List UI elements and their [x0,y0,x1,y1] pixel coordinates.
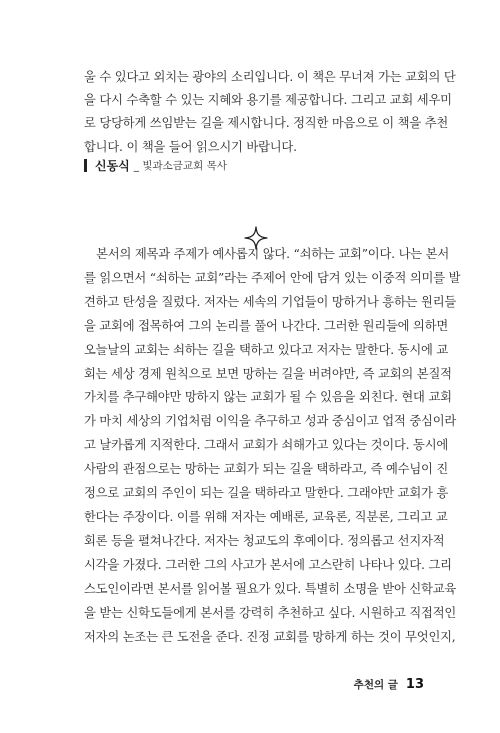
text-line: 견하고 탄성을 질렀다. 저자는 세속의 기업들이 망하거나 흥하는 원리들 [84,294,457,309]
text-line: 시각을 가졌다. 그러한 그의 사고가 본서에 고스란히 나타나 있다. 그리 [84,557,452,572]
text-line: 오늘날의 교회는 쇠하는 길을 택하고 있다고 저자는 말한다. 동시에 교 [84,342,449,357]
text-line: 을 교회에 접목하여 그의 논리를 풀어 나간다. 그러한 원리들에 의하면 [84,318,449,333]
running-footer-title: 추천의 글 [353,679,398,691]
signature-role: _ 빛과소금교회 목사 [133,159,227,172]
text-line: 저자의 논조는 큰 도전을 준다. 진정 교회를 망하게 하는 것이 무엇인지, [84,629,456,644]
text-line: 을 다시 수축할 수 있는 지혜와 용기를 제공합니다. 그리고 교회 세우미 [84,93,452,108]
page-footer [354,677,424,692]
text-line: 회는 세상 경제 원칙으로 보면 망하는 길을 버려야만, 즉 교회의 본질적 [84,366,452,381]
recommendation-paragraph-top [84,66,456,159]
text-line: 을 받는 신학도들에게 본서를 강력히 추천하고 싶다. 시원하고 직접적인 [84,605,457,620]
text-line: 가치를 추구해야만 망하지 않는 교회가 될 수 있음을 외친다. 현대 교회 [84,390,452,405]
text-line: 합니다. 이 책을 들어 읽으시기 바랍니다. [84,139,297,154]
text-line: 고 날카롭게 지적한다. 그래서 교회가 쇠해가고 있다는 것이다. 동시에 [84,438,449,453]
recommendation-paragraph-body [84,243,461,649]
text-line: 정으로 교회의 주인이 되는 길을 택하라고 말한다. 그래야만 교회가 흥 [84,486,449,501]
text-line: 본서의 제목과 주제가 예사롭지 않다. “쇠하는 교회”이다. 나는 본서 [84,247,450,261]
signature-bar [84,159,87,172]
page-number: 13 [405,677,424,692]
author-signature [84,157,227,173]
signature-name: 신동식 [95,158,130,173]
text-line: 회론 등을 펼쳐나간다. 저자는 청교도의 후예이다. 정의롭고 선지자적 [84,533,445,548]
text-line: 로 당당하게 쓰임받는 길을 제시합니다. 정직한 마음으로 이 책을 추천 [84,116,449,131]
text-line: 가 마치 세상의 기업처럼 이익을 추구하고 성과 중심이고 업적 중심이라 [84,414,457,429]
text-line: 사람의 관점으로는 망하는 교회가 되는 길을 택하라고, 즉 예수님이 진 [84,462,449,477]
text-line: 울 수 있다고 외치는 광야의 소리입니다. 이 책은 무너져 가는 교회의 단 [84,70,456,84]
text-line: 스도인이라면 본서를 읽어볼 필요가 있다. 특별히 소명을 받아 신학교육 [84,581,457,596]
text-line: 한다는 주장이다. 이를 위해 저자는 예배론, 교육론, 직분론, 그리고 교 [84,509,448,524]
text-line: 를 읽으면서 “쇠하는 교회”라는 주제어 안에 담겨 있는 이중적 의미를 발 [84,270,461,285]
